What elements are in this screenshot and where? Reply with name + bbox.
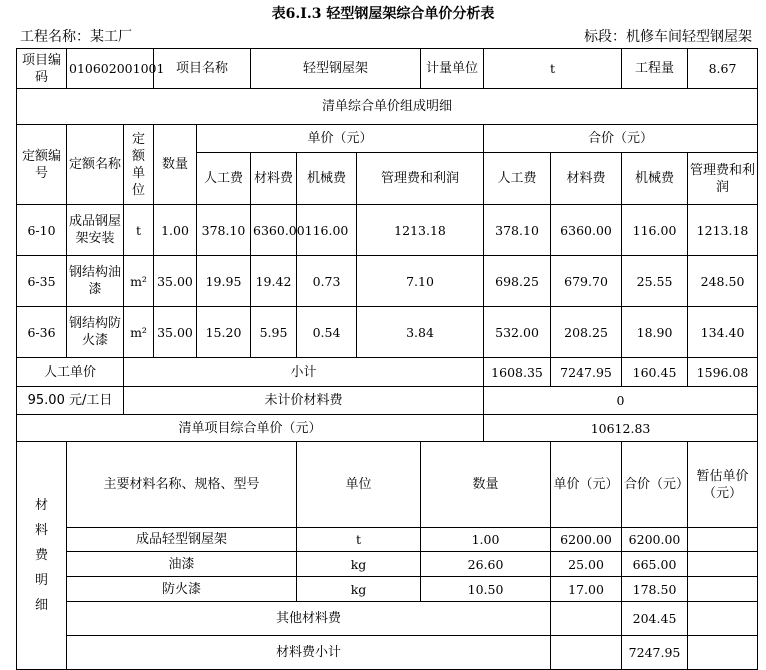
row-name: 钢结构油漆: [67, 256, 124, 307]
row-code: 6-36: [17, 307, 67, 358]
row-u-machine: 0.54: [297, 307, 357, 358]
row-u-machine: 0.73: [297, 256, 357, 307]
detail-title: 清单综合单价组成明细: [17, 89, 758, 125]
mat-est-unit: [688, 552, 758, 577]
subtotal-est-unit: [688, 636, 758, 670]
table-row: [17, 205, 758, 256]
mat-total: 178.50: [622, 577, 688, 602]
subtotal-mgmt: 1596.08: [688, 358, 758, 387]
mat-name: 防火漆: [67, 577, 297, 602]
row-code: 6-35: [17, 256, 67, 307]
header-u-machine: 机械费: [297, 153, 357, 205]
other-material-empty: [551, 602, 622, 636]
row-t-mgmt: 134.40: [688, 307, 758, 358]
header-quantity: 数量: [154, 125, 197, 205]
header-u-labor: 人工费: [197, 153, 251, 205]
item-unit: t: [484, 49, 622, 89]
subtotal-machine: 160.45: [622, 358, 688, 387]
mat-qty: 10.50: [421, 577, 551, 602]
header-unit-price: 单价（元）: [197, 125, 484, 153]
labor-rate-value: 95.00 元/工日: [17, 387, 124, 415]
row-u-material: 6360.00: [251, 205, 297, 256]
row-qty: 1.00: [154, 205, 197, 256]
header-u-material: 材料费: [251, 153, 297, 205]
item-name: 轻型钢屋架: [251, 49, 421, 89]
row-qty: 35.00: [154, 256, 197, 307]
labor-rate-label: 人工单价: [17, 358, 124, 387]
mat-est-unit: [688, 577, 758, 602]
row-u-machine: 116.00: [297, 205, 357, 256]
item-unit-label: 计量单位: [421, 49, 484, 89]
other-material-label: 其他材料费: [67, 602, 551, 636]
table-row: [17, 307, 758, 358]
material-row: [17, 528, 758, 552]
row-qty: 35.00: [154, 307, 197, 358]
material-side-text: 材料费明细: [34, 498, 48, 613]
table-title: 表6.Ⅰ.3 轻型钢屋架综合单价分析表: [271, 6, 495, 22]
mat-qty: 1.00: [421, 528, 551, 552]
other-material-value: 204.45: [622, 602, 688, 636]
mat-qty: 26.60: [421, 552, 551, 577]
mat-header-name: 主要材料名称、规格、型号: [67, 442, 297, 528]
item-name-label: 项目名称: [154, 49, 251, 89]
mat-price: 17.00: [551, 577, 622, 602]
mat-name: 成品轻型钢屋架: [67, 528, 297, 552]
row-name: 钢结构防火漆: [67, 307, 124, 358]
row-code: 6-10: [17, 205, 67, 256]
mat-est-unit: [688, 528, 758, 552]
header-t-labor: 人工费: [484, 153, 551, 205]
material-subtotal-value: 7247.95: [622, 636, 688, 670]
row-unit: t: [124, 205, 154, 256]
row-unit: m²: [124, 256, 154, 307]
row-u-mgmt: 3.84: [357, 307, 484, 358]
header-u-mgmt: 管理费和利润: [357, 153, 484, 205]
row-u-labor: 378.10: [197, 205, 251, 256]
header-row-1: [17, 125, 758, 153]
subtotal-label: 小计: [124, 358, 484, 387]
mat-header-qty: 数量: [421, 442, 551, 528]
row-t-mgmt: 1213.18: [688, 205, 758, 256]
item-qty-label: 工程量: [622, 49, 688, 89]
row-t-machine: 116.00: [622, 205, 688, 256]
composite-row: [17, 415, 758, 442]
mat-header-unit-price: 单价（元）: [551, 442, 622, 528]
header-t-machine: 机械费: [622, 153, 688, 205]
mat-total: 6200.00: [622, 528, 688, 552]
row-u-material: 5.95: [251, 307, 297, 358]
item-code: 010602001001: [67, 49, 154, 89]
material-subtotal-empty: [551, 636, 622, 670]
row-t-labor: 532.00: [484, 307, 551, 358]
mat-price: 6200.00: [551, 528, 622, 552]
item-code-label: 项目编码: [17, 49, 67, 89]
row-u-material: 19.42: [251, 256, 297, 307]
row-t-labor: 378.10: [484, 205, 551, 256]
mat-unit: t: [297, 528, 421, 552]
material-subtotal-row: [17, 636, 758, 670]
other-est-unit: [688, 602, 758, 636]
detail-title-row: [17, 89, 758, 125]
row-t-labor: 698.25: [484, 256, 551, 307]
row-u-labor: 15.20: [197, 307, 251, 358]
composite-label: 清单项目综合单价（元）: [17, 415, 484, 442]
material-header-row: [17, 442, 758, 528]
item-info-row: [17, 49, 758, 89]
row-t-machine: 25.55: [622, 256, 688, 307]
row-t-material: 6360.00: [551, 205, 622, 256]
other-material-row: [17, 602, 758, 636]
mat-unit: kg: [297, 552, 421, 577]
mat-header-total-price: 合价（元）: [622, 442, 688, 528]
item-qty: 8.67: [688, 49, 758, 89]
mat-unit: kg: [297, 577, 421, 602]
section-name: 标段：机修车间轻型钢屋架: [584, 29, 752, 45]
unpriced-label: 未计价材料费: [124, 387, 484, 415]
header-t-material: 材料费: [551, 153, 622, 205]
row-t-machine: 18.90: [622, 307, 688, 358]
material-row: [17, 552, 758, 577]
row-t-material: 208.25: [551, 307, 622, 358]
header-quota-code: 定额编号: [17, 125, 67, 205]
material-row: [17, 577, 758, 602]
price-analysis-table: [16, 48, 758, 670]
mat-name: 油漆: [67, 552, 297, 577]
composite-value: 10612.83: [484, 415, 758, 442]
header-quota-unit: 定额单位: [124, 125, 154, 205]
mat-total: 665.00: [622, 552, 688, 577]
material-subtotal-label: 材料费小计: [67, 636, 551, 670]
row-u-labor: 19.95: [197, 256, 251, 307]
header-total-price: 合价（元）: [484, 125, 758, 153]
row-u-mgmt: 1213.18: [357, 205, 484, 256]
mat-header-est-unit: 暂估单价（元）: [688, 442, 758, 528]
table-row: [17, 256, 758, 307]
mat-header-unit: 单位: [297, 442, 421, 528]
subtotal-material: 7247.95: [551, 358, 622, 387]
header-quota-name: 定额名称: [67, 125, 124, 205]
project-name: 工程名称：某工厂: [20, 29, 132, 45]
row-unit: m²: [124, 307, 154, 358]
material-side-label: [17, 442, 67, 670]
unpriced-row: [17, 387, 758, 415]
unpriced-value: 0: [484, 387, 758, 415]
row-t-material: 679.70: [551, 256, 622, 307]
mat-price: 25.00: [551, 552, 622, 577]
subtotal-labor: 1608.35: [484, 358, 551, 387]
row-t-mgmt: 248.50: [688, 256, 758, 307]
row-u-mgmt: 7.10: [357, 256, 484, 307]
row-name: 成品钢屋架安装: [67, 205, 124, 256]
subtotal-row: [17, 358, 758, 387]
header-t-mgmt: 管理费和利润: [688, 153, 758, 205]
